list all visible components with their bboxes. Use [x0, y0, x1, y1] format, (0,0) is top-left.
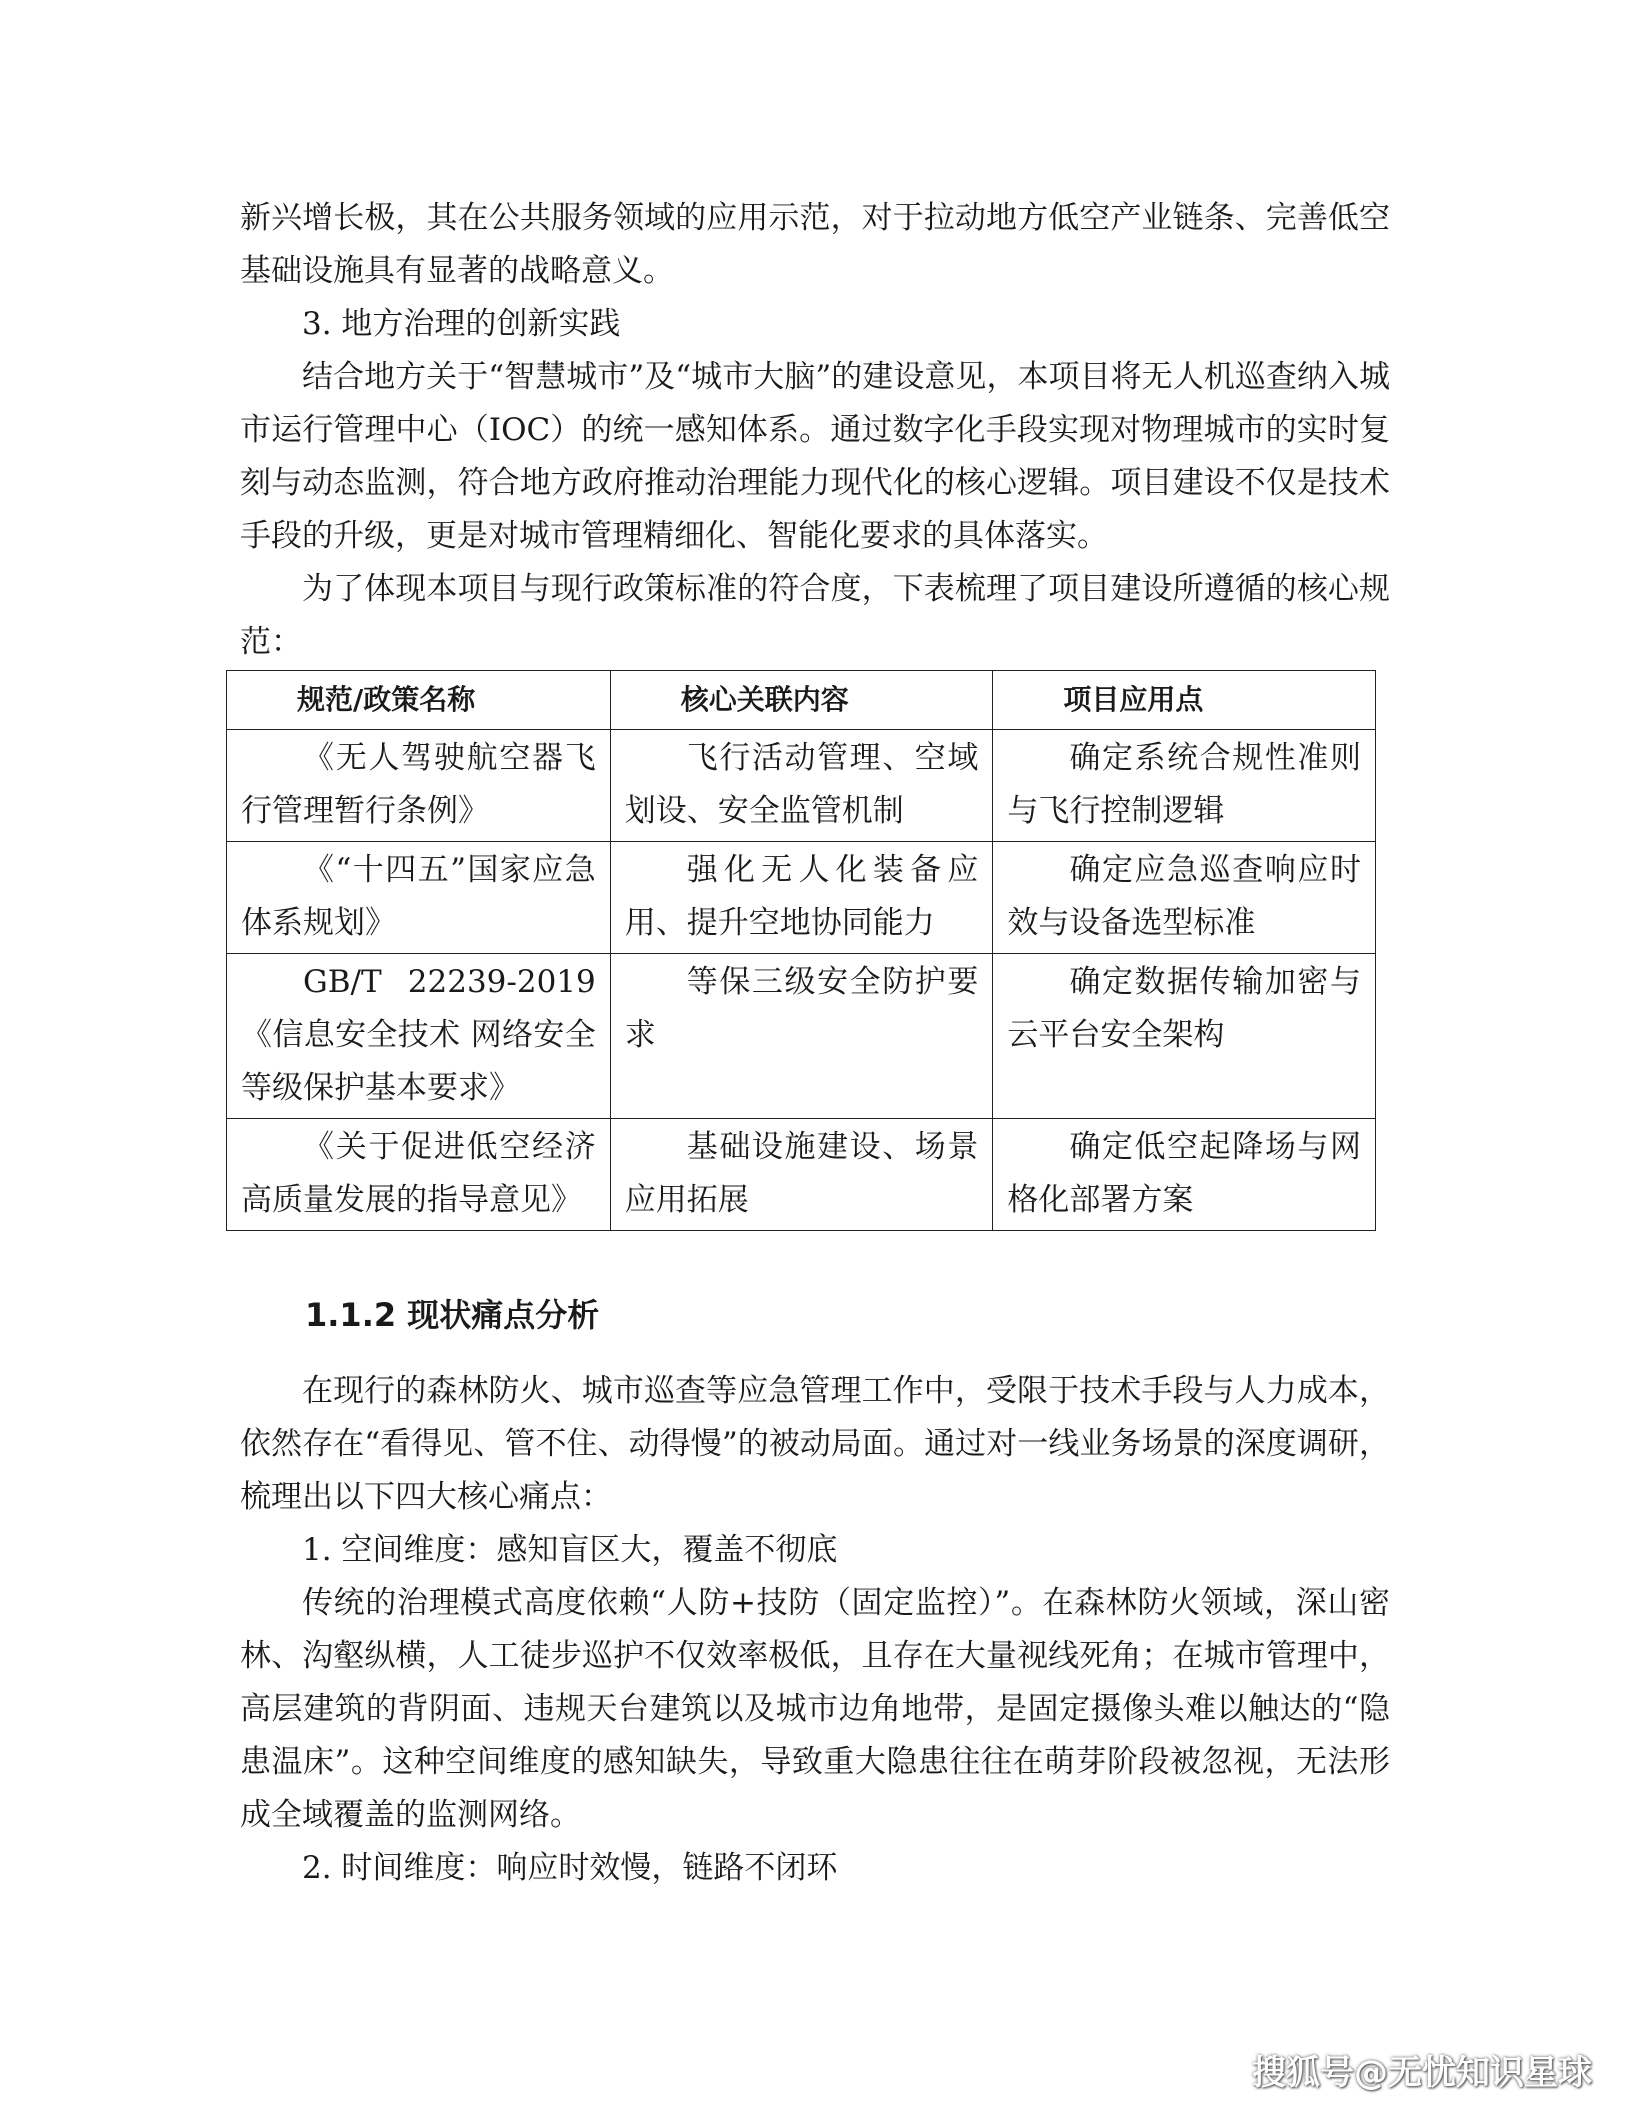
paragraph: 结合地方关于“智慧城市”及“城市大脑”的建设意见，本项目将无人机巡查纳入城市运行管理中心（IOC）的统一感知体系。通过数字化手段实现对物理城市的实时复刻与动态监测，符合地方政府推动治理能力现代化的核心逻辑。项目建设不仅是技术手段的升级，更是对城市管理精细化、智能化要求的具体落实。: [240, 359, 1390, 554]
table-header-row: [227, 671, 1376, 730]
section-heading: 1.1.2 现状痛点分析: [305, 1296, 600, 1334]
table-cell: 确定低空起降场与网格化部署方案: [993, 1119, 1376, 1231]
table-row: [227, 730, 1376, 842]
paragraph: 传统的治理模式高度依赖“人防+技防（固定监控）”。在森林防火领域，深山密林、沟壑纵横，人工徒步巡护不仅效率极低，且存在大量视线死角；在城市管理中，高层建筑的背阴面、违规天台建筑以及城市边角地带，是固定摄像头难以触达的“隐患温床”。这种空间维度的感知缺失，导致重大隐患往往在萌芽阶段被忽视，无法形成全域覆盖的监测网络。: [240, 1585, 1390, 1833]
table-cell: 基础设施建设、场景应用拓展: [610, 1119, 993, 1231]
table-cell: 确定系统合规性准则与飞行控制逻辑: [993, 730, 1376, 842]
top-text-block: [240, 192, 1390, 669]
table-cell: 确定应急巡查响应时效与设备选型标准: [993, 842, 1376, 954]
table-cell: 《关于促进低空经济高质量发展的指导意见》: [227, 1119, 611, 1231]
list-item-heading: 3. 地方治理的创新实践: [302, 306, 621, 342]
paragraph: 新兴增长极，其在公共服务领域的应用示范，对于拉动地方低空产业链条、完善低空基础设施具有显著的战略意义。: [240, 200, 1390, 289]
table-cell: 强化无人化装备应用、提升空地协同能力: [610, 842, 993, 954]
table-cell: 《无人驾驶航空器飞行管理暂行条例》: [227, 730, 611, 842]
table-header-cell: 核心关联内容: [610, 671, 993, 730]
list-item-heading: 1. 空间维度：感知盲区大，覆盖不彻底: [302, 1532, 838, 1568]
bottom-text-block: [240, 1365, 1390, 1895]
table-cell: 等保三级安全防护要求: [610, 954, 993, 1119]
table-cell: 确定数据传输加密与云平台安全架构: [993, 954, 1376, 1119]
table-row: [227, 1119, 1376, 1231]
table-cell: 飞行活动管理、空域划设、安全监管机制: [610, 730, 993, 842]
watermark: 搜狐号@无忧知识星球: [1252, 2053, 1592, 2093]
table-header-cell: 项目应用点: [993, 671, 1376, 730]
table-cell: GB/T 22239-2019 《信息安全技术 网络安全等级保护基本要求》: [227, 954, 611, 1119]
paragraph: 为了体现本项目与现行政策标准的符合度，下表梳理了项目建设所遵循的核心规范：: [240, 571, 1390, 660]
list-item-heading: 2. 时间维度：响应时效慢，链路不闭环: [302, 1850, 838, 1886]
table-cell: 《“十四五”国家应急体系规划》: [227, 842, 611, 954]
paragraph: 在现行的森林防火、城市巡查等应急管理工作中，受限于技术手段与人力成本，依然存在“看得见、管不住、动得慢”的被动局面。通过对一线业务场景的深度调研，梳理出以下四大核心痛点：: [240, 1373, 1390, 1515]
table-header-cell: 规范/政策名称: [227, 671, 611, 730]
policy-table: [226, 670, 1376, 1231]
table-row: [227, 954, 1376, 1119]
table-row: [227, 842, 1376, 954]
